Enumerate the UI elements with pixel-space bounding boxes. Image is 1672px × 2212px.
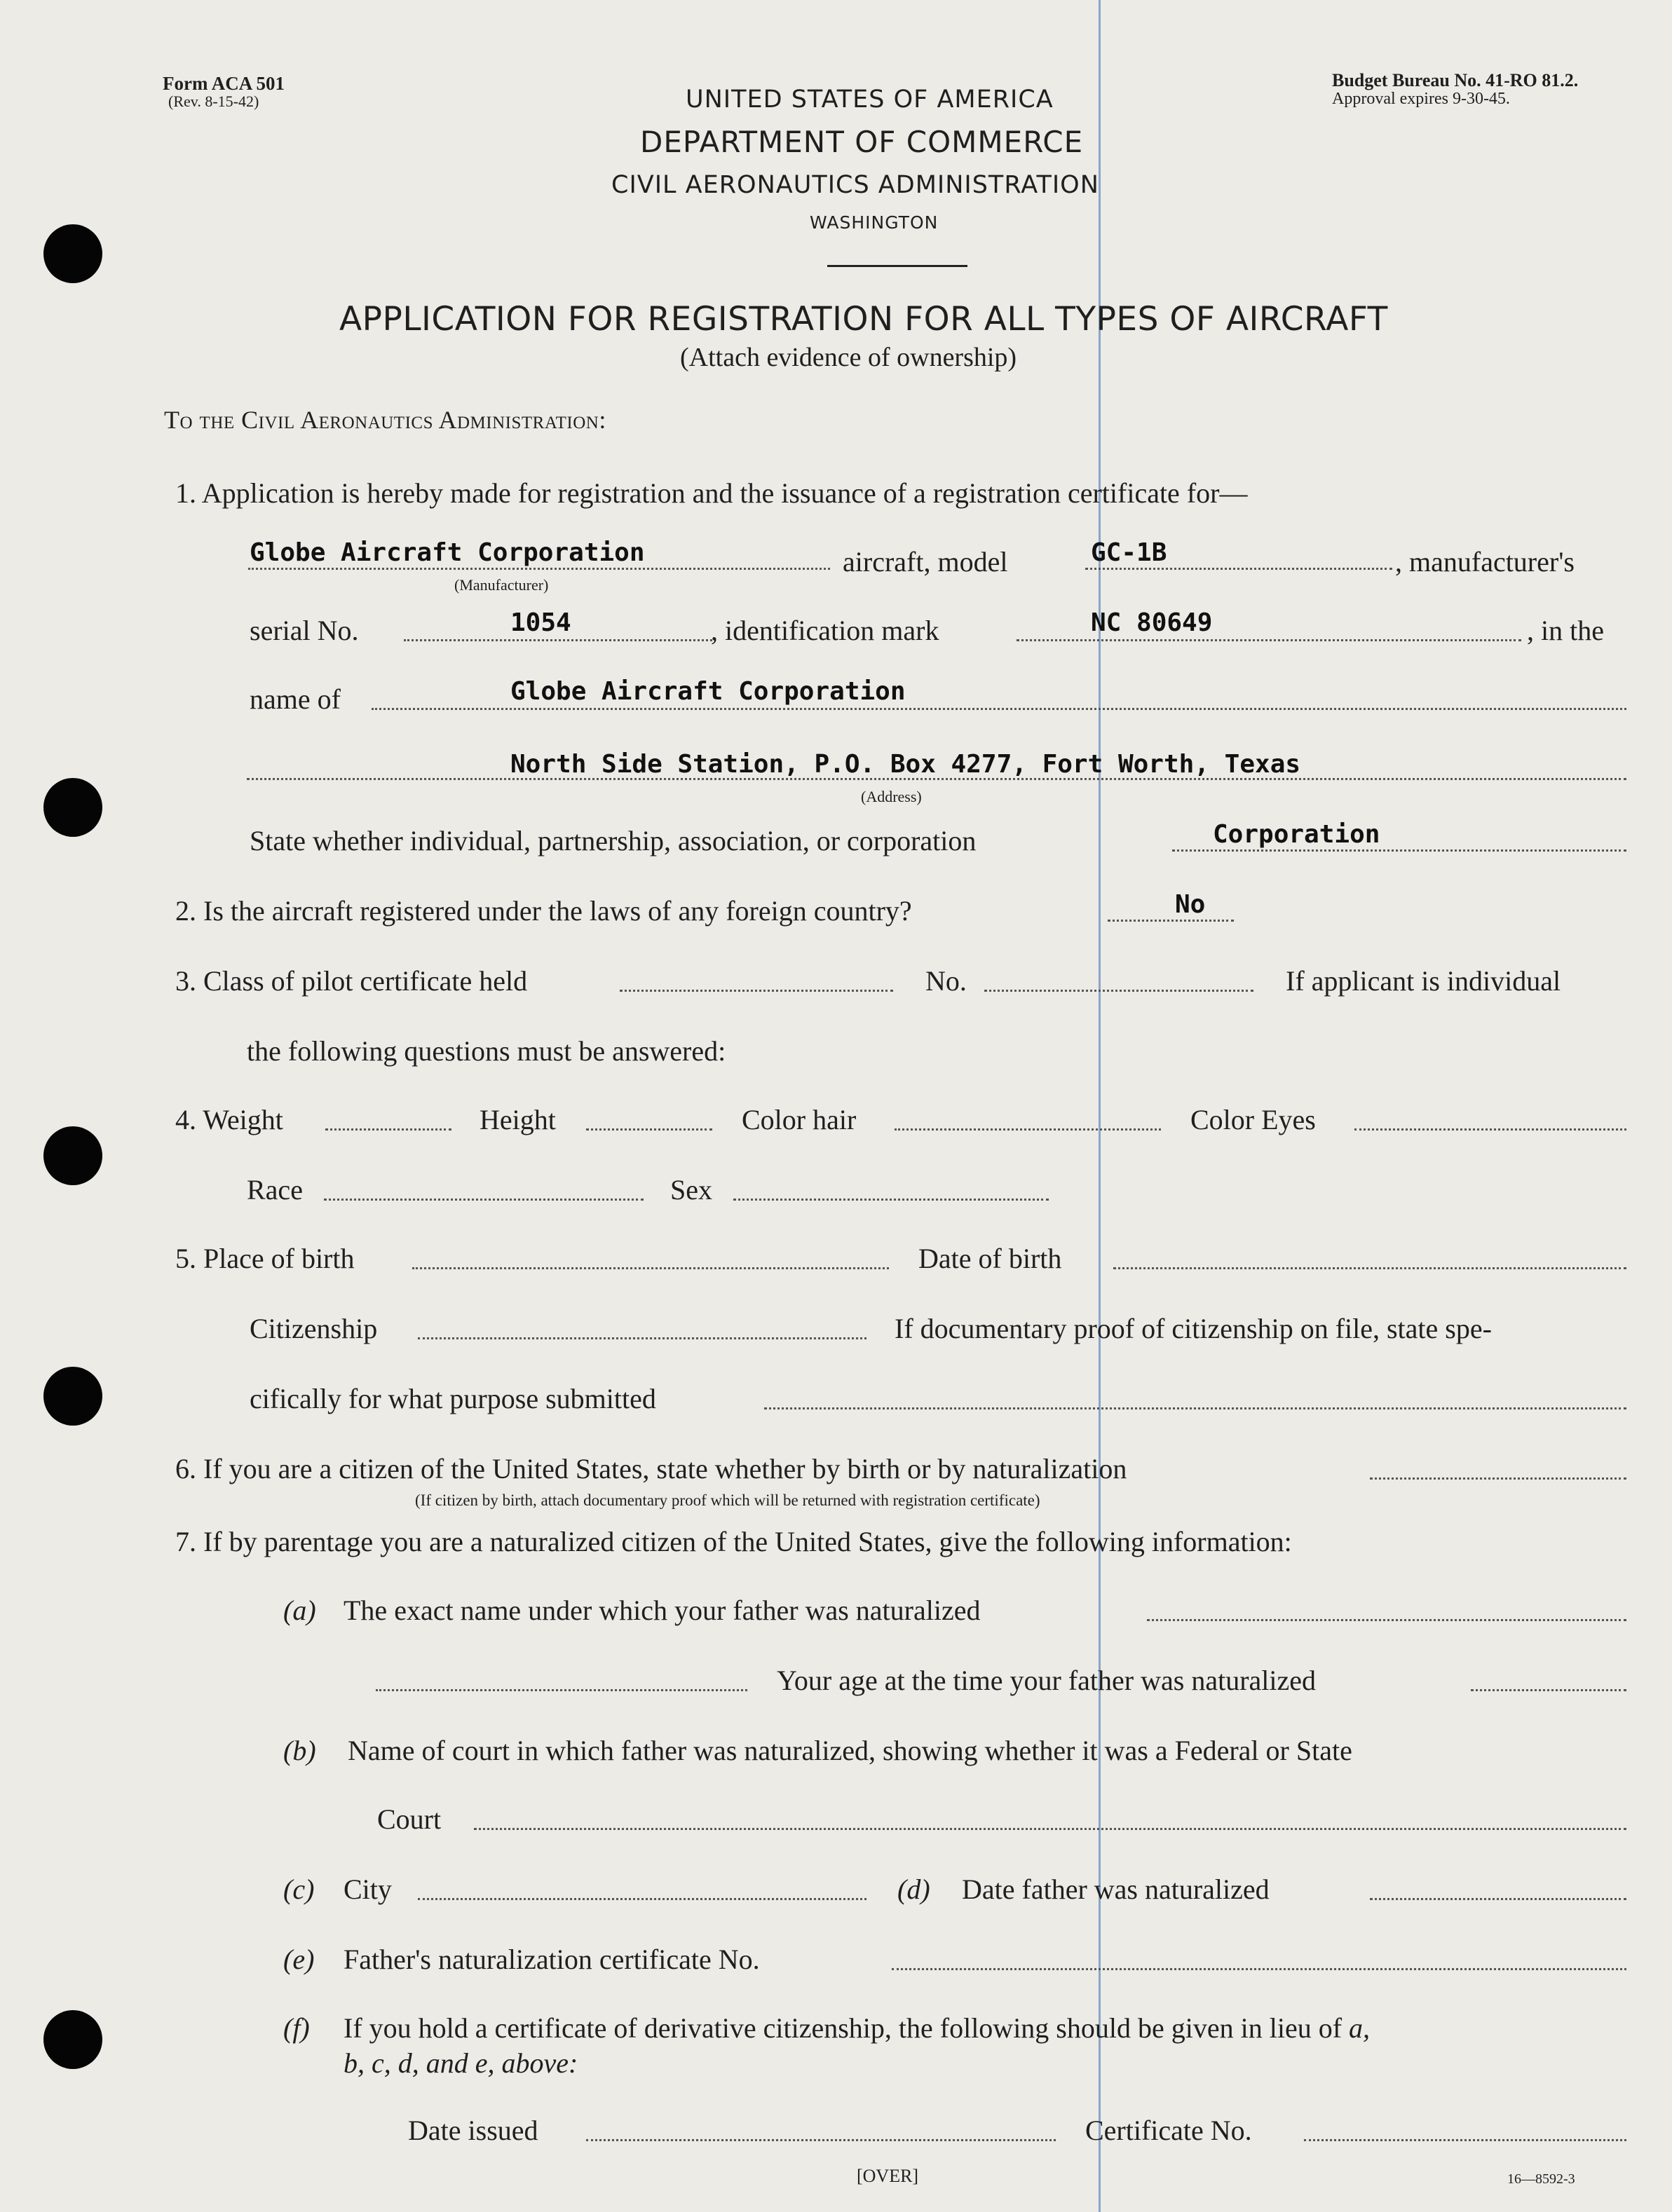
q7a-age-label: Your age at the time your father was naturalized — [777, 1665, 1317, 1696]
binder-hole-1 — [43, 224, 102, 283]
color-eyes-field-line — [1354, 1128, 1626, 1131]
print-code: 16—8592-3 — [1507, 2171, 1575, 2187]
form-subtitle: (Attach evidence of ownership) — [680, 343, 1017, 372]
q7b-marker: (b) — [283, 1735, 316, 1766]
color-hair-field-line — [895, 1128, 1161, 1131]
certificate-no-field-line — [1304, 2139, 1626, 2141]
date-issued-label: Date issued — [408, 2115, 538, 2146]
address-value: North Side Station, P.O. Box 4277, Fort Worth, Texas — [510, 750, 1301, 779]
date-of-birth-label: Date of birth — [918, 1243, 1062, 1274]
q7b-court-field-line — [474, 1828, 1626, 1830]
q6-note: (If citizen by birth, attach documentary proof which will be returned with registration certificate) — [415, 1491, 1040, 1509]
date-of-birth-field-line — [1113, 1267, 1626, 1269]
in-the-label: , in the — [1527, 615, 1604, 646]
agency-line-3: CIVIL AERONAUTICS ADMINISTRATION — [611, 171, 1099, 199]
owner-name-value: Globe Aircraft Corporation — [510, 677, 906, 706]
place-of-birth-label: 5. Place of birth — [175, 1243, 355, 1274]
agency-line-4: WASHINGTON — [810, 212, 939, 233]
model-value: GC-1B — [1091, 538, 1167, 567]
manufacturers-label: , manufacturer's — [1395, 546, 1575, 578]
purpose-submitted-label: cifically for what purpose submitted — [250, 1383, 656, 1414]
over-label: [OVER] — [857, 2166, 919, 2186]
date-issued-field-line — [586, 2139, 1056, 2141]
name-of-label: name of — [250, 683, 341, 715]
entity-type-field-line — [1172, 849, 1626, 852]
q7e-marker: (e) — [283, 1944, 315, 1975]
q7c-label: City — [344, 1873, 392, 1905]
q6-field-line — [1370, 1477, 1626, 1480]
q1-intro: 1. Application is hereby made for registration and the issuance of a registration certificate for— — [175, 477, 1248, 509]
q7a-label: The exact name under which your father was naturalized — [344, 1595, 981, 1626]
q7b-court-label: Court — [377, 1803, 442, 1835]
salutation: To the Civil Aeronautics Administration: — [164, 406, 606, 434]
entity-type-value: Corporation — [1213, 820, 1380, 849]
q7e-field-line — [892, 1968, 1626, 1970]
model-field-line — [1085, 568, 1392, 570]
q7d-marker: (d) — [897, 1873, 930, 1905]
budget-bureau-number: Budget Bureau No. 41-RO 81.2. — [1332, 70, 1579, 90]
q3-no-label: No. — [925, 965, 967, 997]
q7f-line2: b, c, d, and e, above: — [344, 2047, 578, 2079]
manufacturer-caption: (Manufacturer) — [454, 576, 549, 594]
q7f-marker: (f) — [283, 2012, 310, 2044]
sex-field-line — [733, 1199, 1049, 1201]
height-label: Height — [480, 1104, 556, 1135]
serial-field-line — [404, 639, 712, 641]
identification-mark-label: , identification mark — [711, 615, 939, 646]
serial-number-label: serial No. — [250, 615, 359, 646]
q7f-label: If you hold a certificate of derivative citizenship, the following should be given in lieu of a, — [344, 2012, 1371, 2044]
q6-label: 6. If you are a citizen of the United States, state whether by birth or by naturalization — [175, 1453, 1127, 1484]
color-eyes-label: Color Eyes — [1190, 1104, 1316, 1135]
manufacturer-field-line — [248, 568, 830, 570]
aircraft-model-label: aircraft, model — [843, 546, 1008, 578]
q3-if-individual: If applicant is individual — [1286, 965, 1561, 997]
manufacturer-value: Globe Aircraft Corporation — [250, 538, 645, 567]
q3-label: 3. Class of pilot certificate held — [175, 965, 528, 997]
name-field-line — [372, 708, 1626, 710]
documentary-proof-label: If documentary proof of citizenship on file, state spe- — [895, 1313, 1492, 1344]
certificate-no-label: Certificate No. — [1085, 2115, 1252, 2146]
q7a-continuation-line — [376, 1689, 747, 1691]
pilot-certificate-field-line — [620, 990, 893, 992]
sex-label: Sex — [670, 1174, 712, 1206]
q2-field-line — [1108, 920, 1234, 922]
approval-expiry: Approval expires 9-30-45. — [1332, 90, 1510, 108]
ident-field-line — [1017, 639, 1521, 641]
entity-type-label: State whether individual, partnership, association, or corporation — [250, 825, 977, 856]
q2-label: 2. Is the aircraft registered under the laws of any foreign country? — [175, 895, 912, 927]
color-hair-label: Color hair — [742, 1104, 857, 1135]
agency-line-1: UNITED STATES OF AMERICA — [686, 86, 1054, 114]
q7a-age-field-line — [1471, 1689, 1626, 1691]
height-field-line — [586, 1128, 712, 1131]
q2-value: No — [1175, 890, 1206, 919]
weight-label: 4. Weight — [175, 1104, 283, 1135]
q7d-label: Date father was naturalized — [962, 1873, 1270, 1905]
q7a-field-line — [1147, 1619, 1626, 1621]
place-of-birth-field-line — [412, 1267, 889, 1269]
q7c-city-field-line — [418, 1898, 866, 1900]
identification-mark-value: NC 80649 — [1091, 608, 1213, 637]
form-title: APPLICATION FOR REGISTRATION FOR ALL TYPES OF AIRCRAFT — [339, 300, 1388, 339]
purpose-submitted-field-line — [764, 1407, 1626, 1409]
q3-following: the following questions must be answered: — [247, 1035, 726, 1067]
binder-hole-3 — [43, 1126, 102, 1185]
agency-line-2: DEPARTMENT OF COMMERCE — [640, 125, 1084, 159]
race-label: Race — [247, 1174, 303, 1206]
binder-hole-5 — [43, 2010, 102, 2069]
q7-label: 7. If by parentage you are a naturalized citizen of the United States, give the following information: — [175, 1526, 1292, 1557]
q7b-label: Name of court in which father was naturalized, showing whether it was a Federal or State — [348, 1735, 1352, 1766]
q7a-marker: (a) — [283, 1595, 316, 1626]
pilot-certificate-no-field-line — [984, 990, 1253, 992]
q7e-label: Father's naturalization certificate No. — [344, 1944, 760, 1975]
header-rule — [827, 265, 967, 267]
weight-field-line — [325, 1128, 451, 1131]
race-field-line — [324, 1199, 644, 1201]
form-revision: (Rev. 8-15-42) — [168, 93, 259, 110]
binder-hole-2 — [43, 778, 102, 837]
form-number: Form ACA 501 — [163, 73, 285, 94]
q7c-marker: (c) — [283, 1873, 315, 1905]
address-caption: (Address) — [861, 788, 922, 805]
citizenship-field-line — [418, 1337, 866, 1339]
citizenship-label: Citizenship — [250, 1313, 378, 1344]
q7d-field-line — [1370, 1898, 1626, 1900]
binder-hole-4 — [43, 1367, 102, 1426]
serial-value: 1054 — [510, 608, 571, 637]
